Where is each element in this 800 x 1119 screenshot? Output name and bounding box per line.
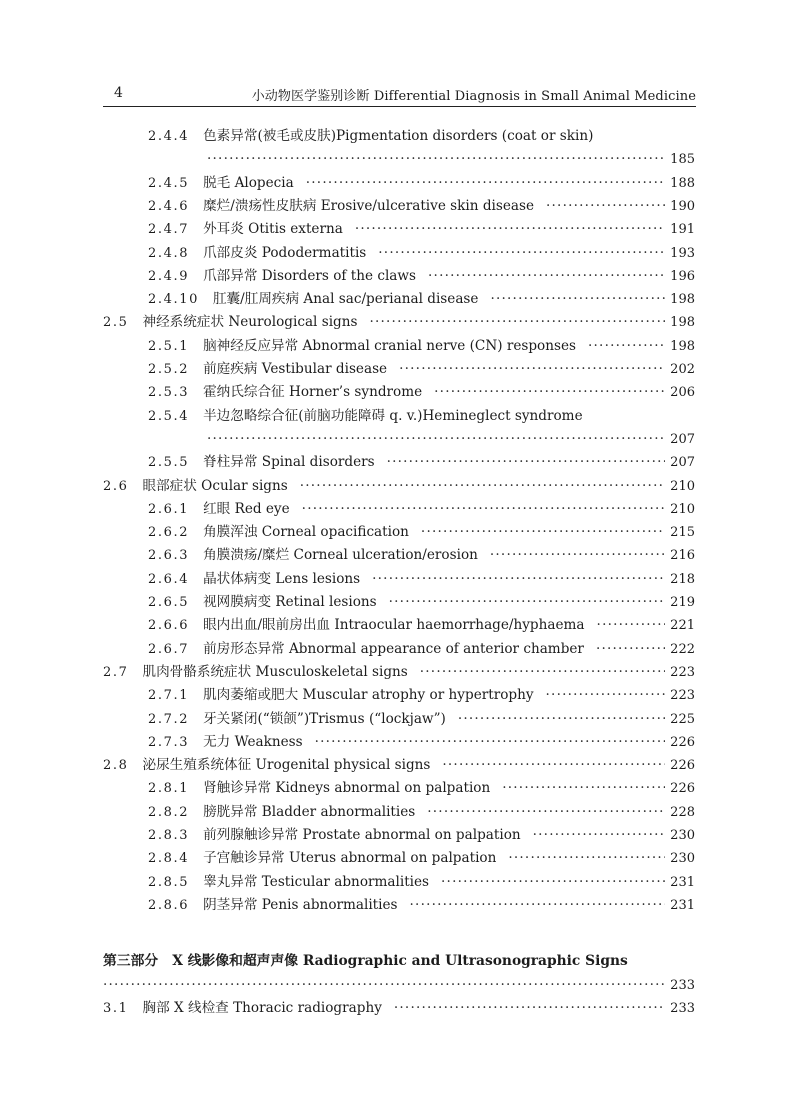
toc-entry-title: 脊柱异常 Spinal disorders xyxy=(203,454,375,470)
toc-entry-number: 2.6 xyxy=(103,479,129,494)
toc-leader-dots xyxy=(207,149,665,169)
toc-entry-number: 2.6.2 xyxy=(148,525,190,540)
toc-leader-dots xyxy=(434,382,665,402)
toc-entry-title: 牙关紧闭(“锁颌”)Trismus (“lockjaw”) xyxy=(203,711,446,727)
toc-entry[interactable] xyxy=(148,895,695,915)
toc-entry[interactable] xyxy=(148,709,695,729)
toc-entry[interactable] xyxy=(103,662,695,682)
toc-entry[interactable] xyxy=(148,336,695,356)
toc-leader-dots xyxy=(387,452,665,472)
toc-entry[interactable] xyxy=(148,173,695,193)
toc-entry-page: 202 xyxy=(670,362,695,377)
toc-leader-dots xyxy=(207,429,665,449)
toc-entry-title: 色素异常(被毛或皮肤)Pigmentation disorders (coat or skin) xyxy=(203,128,594,144)
toc-entry-number: 2.8.3 xyxy=(148,828,190,843)
toc-entry[interactable] xyxy=(148,802,695,822)
toc-entry[interactable] xyxy=(148,219,695,239)
toc-entry-page: 206 xyxy=(670,385,695,400)
toc-leader-dots xyxy=(389,592,665,612)
toc-leader-dots xyxy=(597,615,665,635)
toc-entry-title: 肛囊/肛周疾病 Anal sac/perianal disease xyxy=(212,291,479,307)
toc-entry-title: 肾触诊异常 Kidneys abnormal on palpation xyxy=(203,780,491,796)
toc-entry-page: 226 xyxy=(670,781,695,796)
toc-entry-title: 阴茎异常 Penis abnormalities xyxy=(203,897,398,913)
toc-entry-title: 晶状体病变 Lens lesions xyxy=(203,571,361,587)
toc-entry-number: 2.5.3 xyxy=(148,385,190,400)
toc-entry[interactable] xyxy=(148,289,695,309)
toc-part-page-line[interactable] xyxy=(103,975,695,995)
toc-entry-number: 2.4.9 xyxy=(148,269,190,284)
toc-entry-number: 2.7.1 xyxy=(148,688,190,703)
toc-entry-title: 无力 Weakness xyxy=(203,734,303,750)
toc-entry-title: 爪部皮炎 Pododermatitis xyxy=(203,245,367,261)
toc-entry-page: 231 xyxy=(670,898,695,913)
toc-entry-title: 角膜浑浊 Corneal opacification xyxy=(203,524,409,540)
toc-entry-title: 胸部 X 线检查 Thoracic radiography xyxy=(142,1000,382,1016)
toc-entry-number: 2.6.1 xyxy=(148,502,190,517)
toc-entry[interactable] xyxy=(148,452,695,472)
toc-entry-title: 眼部症状 Ocular signs xyxy=(142,478,288,494)
toc-entry-number: 2.5.2 xyxy=(148,362,190,377)
toc-entry-number: 2.8 xyxy=(103,758,129,773)
toc-entry-page: 185 xyxy=(670,152,695,167)
toc-entry-title: 肌肉骨骼系统症状 Musculoskeletal signs xyxy=(142,664,408,680)
toc-leader-dots xyxy=(546,685,665,705)
toc-entry-number: 2.4.7 xyxy=(148,222,190,237)
toc-entry-page: 196 xyxy=(670,269,695,284)
toc-entry-number: 2.4.4 xyxy=(148,129,190,144)
toc-entry-page: 210 xyxy=(670,479,695,494)
toc-part-heading[interactable] xyxy=(103,951,695,971)
toc-leader-dots xyxy=(394,998,665,1018)
toc-leader-dots xyxy=(442,755,665,775)
toc-leader-dots xyxy=(103,975,665,995)
toc-entry-title: 睾丸异常 Testicular abnormalities xyxy=(203,874,430,890)
toc-entry-title: 糜烂/溃疡性皮肤病 Erosive/ulcerative skin disease xyxy=(203,198,535,214)
toc-entry-title: 半边忽略综合征(前脑功能障碍 q. v.)Hemineglect syndrome xyxy=(203,408,583,424)
toc-entry-page: 193 xyxy=(670,246,695,261)
toc-entry-number: 2.6.5 xyxy=(148,595,190,610)
toc-entry-page: 231 xyxy=(670,875,695,890)
toc-entry-page: 223 xyxy=(670,665,695,680)
toc-entry-title: 前房形态异常 Abnormal appearance of anterior chamber xyxy=(203,641,584,657)
toc-entry[interactable] xyxy=(148,639,695,659)
toc-entry-page: 216 xyxy=(670,548,695,563)
toc-entry[interactable] xyxy=(148,732,695,752)
toc-entry-page: 233 xyxy=(670,1001,695,1016)
toc-leader-dots xyxy=(315,732,665,752)
toc-entry-number: 2.8.1 xyxy=(148,781,190,796)
toc-entry-page: 215 xyxy=(670,525,695,540)
toc-entry-page: 198 xyxy=(670,292,695,307)
toc-leader-dots xyxy=(410,895,665,915)
toc-entry-number: 2.5 xyxy=(103,315,129,330)
toc-entry-page: 221 xyxy=(670,618,695,633)
toc-entry-number: 2.6.4 xyxy=(148,572,190,587)
toc-entry-page: 190 xyxy=(670,199,695,214)
toc-leader-dots xyxy=(546,196,665,216)
toc-entry-title: 脑神经反应异常 Abnormal cranial nerve (CN) responses xyxy=(203,338,576,354)
running-title: 小动物医学鉴别诊断 Differential Diagnosis in Small Animal Medicine xyxy=(251,89,696,104)
toc-leader-dots xyxy=(421,522,665,542)
toc-entry-number: 3.1 xyxy=(103,1001,129,1016)
toc-entry-page: 225 xyxy=(670,712,695,727)
toc-entry-title: 红眼 Red eye xyxy=(203,501,290,517)
toc-entry-page: 226 xyxy=(670,758,695,773)
toc-entry-number: 2.6.3 xyxy=(148,548,190,563)
toc-entry-continuation[interactable] xyxy=(207,149,695,169)
toc-entry-3-1[interactable] xyxy=(103,998,695,1018)
toc-leader-dots xyxy=(588,336,665,356)
toc-entry[interactable] xyxy=(148,685,695,705)
toc-entry[interactable] xyxy=(148,825,695,845)
toc-entry-number: 2.8.5 xyxy=(148,875,190,890)
toc-entry[interactable] xyxy=(148,545,695,565)
toc-entry[interactable] xyxy=(148,569,695,589)
toc-entry-page: 230 xyxy=(670,851,695,866)
toc-entry-number: 2.4.8 xyxy=(148,246,190,261)
toc-entry[interactable] xyxy=(148,615,695,635)
toc-entry-number: 2.7.3 xyxy=(148,735,190,750)
toc-leader-dots xyxy=(399,359,665,379)
toc-entry-number: 2.4.5 xyxy=(148,176,190,191)
toc-entry[interactable] xyxy=(103,755,695,775)
toc-entry-page: 188 xyxy=(670,176,695,191)
toc-entry-title: 膀胱异常 Bladder abnormalities xyxy=(203,804,416,820)
toc-leader-dots xyxy=(596,639,665,659)
toc-entry-page: 223 xyxy=(670,688,695,703)
toc-entry[interactable] xyxy=(148,522,695,542)
toc-entry-number: 2.5.4 xyxy=(148,409,190,424)
toc-entry-page: 222 xyxy=(670,642,695,657)
toc-entry-number: 2.8.4 xyxy=(148,851,190,866)
toc-entry-title: 霍纳氏综合征 Horner’s syndrome xyxy=(203,384,423,400)
toc-entry[interactable] xyxy=(103,312,695,332)
toc-entry-title: 子宫触诊异常 Uterus abnormal on palpation xyxy=(203,850,497,866)
toc-leader-dots xyxy=(490,289,665,309)
toc-leader-dots xyxy=(508,848,665,868)
toc-entry-page: 230 xyxy=(670,828,695,843)
toc-entry-page: 218 xyxy=(670,572,695,587)
toc-leader-dots xyxy=(458,709,665,729)
toc-leader-dots xyxy=(302,499,665,519)
toc-leader-dots xyxy=(428,266,665,286)
toc-entry-title: 前列腺触诊异常 Prostate abnormal on palpation xyxy=(203,827,521,843)
toc-entry-number: 2.4.10 xyxy=(148,292,199,307)
toc-entry[interactable] xyxy=(148,592,695,612)
toc-leader-dots xyxy=(355,219,665,239)
toc-entry[interactable] xyxy=(103,476,695,496)
toc-entry-number: 2.5.1 xyxy=(148,339,190,354)
toc-entry-title: 前庭疾病 Vestibular disease xyxy=(203,361,388,377)
toc-entry[interactable] xyxy=(148,196,695,216)
toc-leader-dots xyxy=(369,312,665,332)
toc-leader-dots xyxy=(427,802,665,822)
toc-leader-dots xyxy=(378,243,665,263)
toc-entry-number: 2.6.6 xyxy=(148,618,190,633)
toc-entry-title: 脱毛 Alopecia xyxy=(203,175,294,191)
toc-entry[interactable] xyxy=(148,266,695,286)
toc-leader-dots xyxy=(533,825,665,845)
toc-leader-dots xyxy=(441,872,665,892)
toc-entry-title: 泌尿生殖系统体征 Urogenital physical signs xyxy=(142,757,431,773)
toc-entry-page: 210 xyxy=(670,502,695,517)
toc-entry-page: 198 xyxy=(670,339,695,354)
toc-entry-number: 2.5.5 xyxy=(148,455,190,470)
toc-entry-title: 角膜溃疡/糜烂 Corneal ulceration/erosion xyxy=(203,547,478,563)
toc-entry-number: 2.4.6 xyxy=(148,199,190,214)
toc-entry-number: 2.8.6 xyxy=(148,898,190,913)
toc-leader-dots xyxy=(502,778,665,798)
toc-entry-title: 爪部异常 Disorders of the claws xyxy=(203,268,417,284)
toc-entry-number: 2.8.2 xyxy=(148,805,190,820)
toc-entry-number: 2.7 xyxy=(103,665,129,680)
toc-entry-title: 视网膜病变 Retinal lesions xyxy=(203,594,377,610)
toc-entry-page: 228 xyxy=(670,805,695,820)
toc-entry-number: 2.6.7 xyxy=(148,642,190,657)
toc-entry-title: 眼内出血/眼前房出血 Intraocular haemorrhage/hyphaema xyxy=(203,617,585,633)
toc-entry[interactable] xyxy=(148,382,695,402)
toc-entry[interactable] xyxy=(148,872,695,892)
toc-leader-dots xyxy=(300,476,665,496)
toc-entry-title: 肌肉萎缩或肥大 Muscular atrophy or hypertrophy xyxy=(203,687,534,703)
toc-part-page: 233 xyxy=(670,978,695,993)
toc-entry-number: 2.7.2 xyxy=(148,712,190,727)
toc-entry-title: 外耳炎 Otitis externa xyxy=(203,221,343,237)
toc-part-title: X 线影像和超声声像 Radiographic and Ultrasonographic Signs xyxy=(172,953,628,969)
toc-entry-continuation[interactable] xyxy=(207,429,695,449)
toc-entry[interactable] xyxy=(148,848,695,868)
toc-part-number: 第三部分 xyxy=(103,953,159,969)
toc-entry-page: 207 xyxy=(670,455,695,470)
toc-entry[interactable] xyxy=(148,359,695,379)
toc-entry[interactable] xyxy=(148,406,695,426)
toc-entry-page: 219 xyxy=(670,595,695,610)
toc-leader-dots xyxy=(306,173,665,193)
toc-leader-dots xyxy=(490,545,665,565)
toc-entry-page: 191 xyxy=(670,222,695,237)
toc-entry[interactable] xyxy=(148,243,695,263)
toc-entry[interactable] xyxy=(148,499,695,519)
toc-leader-dots xyxy=(372,569,665,589)
toc-entry-page: 207 xyxy=(670,432,695,447)
toc-entry-title: 神经系统症状 Neurological signs xyxy=(142,314,358,330)
toc-entry[interactable] xyxy=(148,778,695,798)
toc-entry-page: 198 xyxy=(670,315,695,330)
toc-entry-page: 226 xyxy=(670,735,695,750)
toc-leader-dots xyxy=(420,662,665,682)
toc-entry[interactable] xyxy=(148,126,695,146)
page-number: 4 xyxy=(114,85,123,101)
